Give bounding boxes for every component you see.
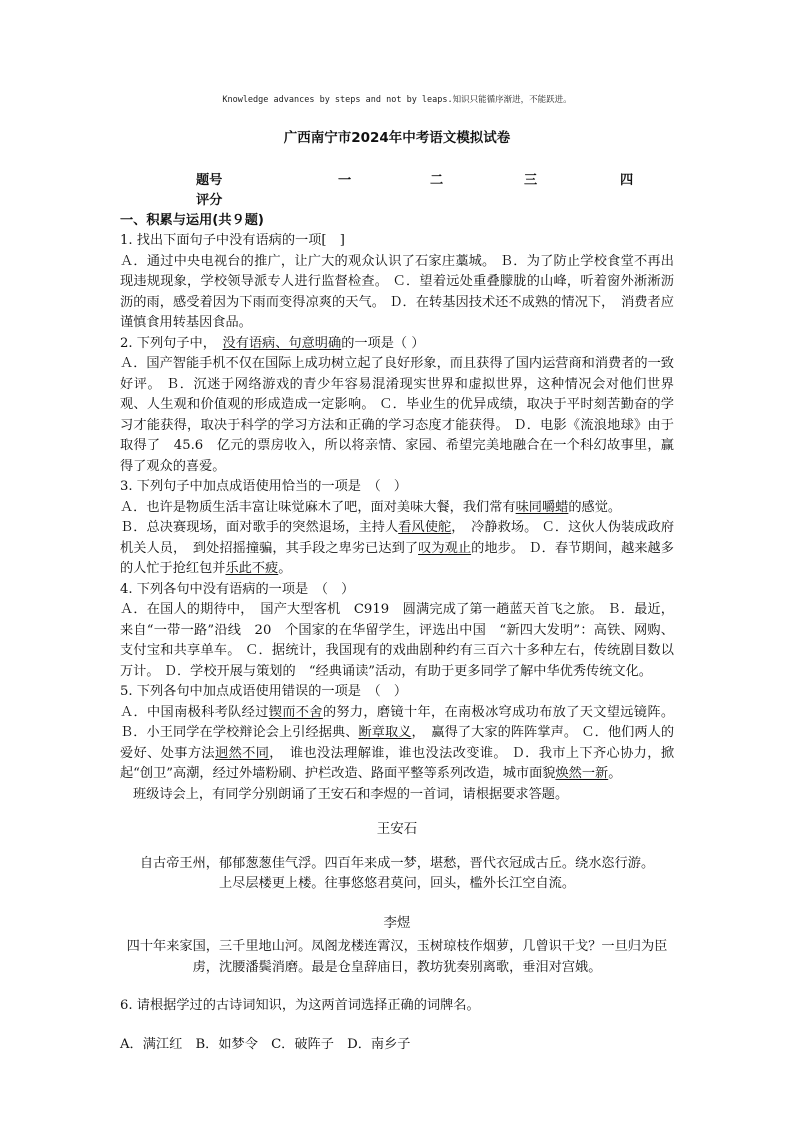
- q5-text: ， 赢得了大家的阵阵掌声。 Ｃ．他们两人的爱好、处事方法: [120, 725, 675, 761]
- q5-idiom: 迥然不同: [215, 745, 270, 761]
- q5-text: Ａ．中国南极科考队经过: [120, 704, 269, 720]
- q5-idiom: 锲而不舍: [268, 704, 323, 720]
- score-header-label: 题号: [196, 172, 223, 188]
- section-title: 一、积累与运用(共９题): [120, 212, 264, 228]
- header-note: Knowledge advances by steps and not by leaps.知识只能循序渐进，不能跃进。: [222, 95, 572, 105]
- score-table: [120, 171, 674, 211]
- poetry-intro: 班级诗会上，有同学分别朗诵了王安石和李煜的一首词，请根据要求答题。: [133, 786, 569, 802]
- q3-text: Ａ．也许是物质生活丰富让味觉麻木了吧，面对美味大餐，我们常有: [120, 499, 516, 515]
- page-title: 广西南宁市2024年中考语文模拟试卷: [283, 130, 511, 146]
- q5-idiom: 焕然一新: [555, 766, 609, 781]
- question-3-options: [120, 498, 674, 580]
- q3-text: 的感觉。: [568, 499, 622, 515]
- score-row-label: 评分: [196, 192, 223, 208]
- question-4-stem: 4. 下列各句中没有语病的一项是 （ ）: [120, 581, 355, 597]
- score-header-1: 一: [338, 172, 352, 188]
- q3-text: 的地步。 Ｄ．春节期间，越来越多的人忙于抢红包并: [120, 540, 674, 576]
- question-2-stem-end: 的一项是（ ）: [341, 335, 425, 351]
- poem-2-author: 李煜: [383, 914, 411, 931]
- poem-1-author: 王安石: [376, 821, 418, 837]
- poem-2-text: 四十年来家国，三千里地山河。凤阁龙楼连霄汉，玉树琼枝作烟萝，几曾识干戈？一旦归为臣虏，沈腰潘鬓消磨。最是仓皇辞庙日，教坊犹奏别离歌，垂泪对宫娥。: [126, 939, 668, 975]
- q3-idiom: 叹为观止: [418, 540, 472, 556]
- q3-text: ， 冷静救场。 Ｃ．这伙人伪装成政府机关人员， 到处招摇撞骗，其手段之卑劣已达到了: [120, 520, 675, 556]
- question-2-options: Ａ．国产智能手机不仅在国际上成功树立起了良好形象，而且获得了国内运营商和消费者的一致好评。 Ｂ．沉迷于网络游戏的青少年容易混淆现实世界和虚拟世界，这种情况会对他们世界观、人生观和价值观的形成造成一定影响。 Ｃ．毕业生的优异成绩，取决于平时刻苦勤奋的学习才能获得，取决于科学的学习方法和正确的学习态度才能获得。 Ｄ．电影《流浪地球》由于取得了 45.6 亿元的票房收入，所以将亲情、家园、希望完美地融合在一个科幻故事里，赢得了观众的喜爱。: [120, 356, 674, 474]
- q3-idiom: 看风使舵: [398, 520, 452, 535]
- question-2-stem-text: 2. 下列句子中，: [120, 335, 223, 351]
- q3-idiom: 乐此不疲: [225, 561, 279, 576]
- question-2-stem: [120, 334, 674, 355]
- q5-text: ， 谁也没法理解谁，谁也没法改变谁。 Ｄ．我市上下齐心协力，掀起“创卫”高潮，经过外墙粉刷、护栏改造、路面平整等系列改造，城市面貌: [120, 745, 675, 781]
- question-6-stem: 6. 请根据学过的古诗词知识，为这两首词选择正确的词牌名。: [120, 998, 480, 1013]
- question-3-stem: 3. 下列句子中加点成语使用恰当的一项是 （ ）: [120, 479, 408, 494]
- q5-text: 的努力，磨镜十年，在南极冰穹成功布放了天文望远镜阵。 Ｂ．小王同学在学校辩论会上引经据典、: [120, 704, 675, 740]
- q3-text: 。: [278, 561, 292, 576]
- score-header-4: 四: [620, 172, 634, 188]
- q5-text: 。: [608, 766, 622, 781]
- q3-text: Ｂ．总决赛现场，面对歌手的突然退场，主持人: [120, 520, 399, 535]
- question-1-options: Ａ．通过中央电视台的推广，让广大的观众认识了石家庄藁城。 Ｂ．为了防止学校食堂不再出现违规现象，学校领导派专人进行监督检查。 Ｃ．望着远处重叠朦胧的山峰，听着窗外淅淅沥沥的雨，感受着因为下雨而变得凉爽的天气。 Ｄ．在转基因技术还不成熟的情况下， 消费者应谨慎食用转基因食品。: [120, 253, 674, 330]
- question-6-options: A．满江红 B．如梦令 C．破阵子 D．南乡子: [120, 1036, 411, 1052]
- question-5-options: [120, 703, 674, 785]
- score-header-3: 三: [524, 172, 538, 188]
- question-2-stem-underline: 没有语病、句意明确: [222, 335, 342, 351]
- score-header-2: 二: [430, 172, 444, 188]
- q3-idiom: 味同嚼蜡: [515, 499, 569, 515]
- question-5-stem: 5. 下列各句中加点成语使用错误的一项是 （ ）: [120, 684, 408, 699]
- poem-1-text: 自古帝王州，郁郁葱葱佳气浮。四百年来成一梦，堪愁，晋代衣冠成古丘。绕水恣行游。上尽层楼更上楼。往事悠悠君莫问，回头，槛外长江空自流。: [139, 855, 655, 891]
- question-1-stem: 1. 找出下面句子中没有语病的一项[ ]: [120, 233, 345, 248]
- question-4-options: Ａ．在国人的期待中， 国产大型客机 C919 圆满完成了第一趟蓝天首飞之旅。 Ｂ．最近，来自“一带一路”沿线 20 个国家的在华留学生，评选出中国 “新四大发明”：高铁、网购、支付宝和共享单车。 Ｃ．据统计，我国现有的戏曲剧种约有三百六十多种左右，传统剧目数以万计。 Ｄ．学校开展与策划的 “经典诵读”活动，有助于更多同学了解中华优秀传统文化。: [120, 602, 674, 679]
- q5-idiom: 断章取义: [358, 725, 412, 740]
